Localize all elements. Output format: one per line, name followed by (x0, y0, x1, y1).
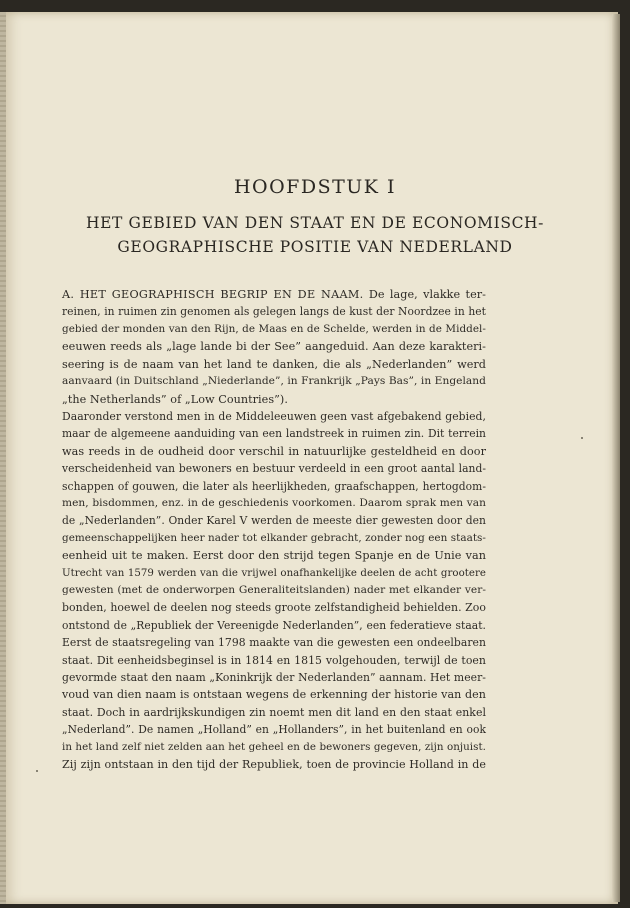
body-text-line: verscheidenheid van bewoners en bestuur verdeeld in een groot aantal land- (62, 462, 486, 475)
body-text-line: „the Netherlands” of „Low Countries”). (62, 393, 288, 406)
paper-speck (36, 770, 38, 772)
body-text-line: men, bisdommen, enz. in de geschiedenis voorkomen. Daarom sprak men van (62, 497, 486, 509)
body-text-line-1 (62, 286, 486, 303)
body-text-line: Zij zijn ontstaan in den tijd der Republiek, toen de provincie Holland in de (62, 758, 486, 771)
body-text-line: schappen of gouwen, die later als heerlijkheden, graafschappen, hertogdom- (62, 480, 486, 493)
body-text-line: aanvaard (in Duitschland „Niederlande”, in Frankrijk „Pays Bas”, in Engeland (62, 375, 486, 387)
chapter-title-line-1: HET GEBIED VAN DEN STAAT EN DE ECONOMISCH- (86, 214, 544, 232)
body-text-line: gemeenschappelijken heer nader tot elkander gebracht, zonder nog een staats- (62, 532, 486, 544)
body-text-line: staat. Doch in aardrijkskundigen zin noemt men dit land en den staat enkel (62, 706, 486, 719)
body-text-line: voud van dien naam is ontstaan wegens de erkenning der historie van den (62, 688, 486, 701)
body-text-line: „Nederland”. De namen „Holland” en „Hollanders”, in het buitenland en ook (62, 723, 486, 736)
paper-speck (581, 437, 583, 439)
body-text-line: maar de algemeene aanduiding van een landstreek in ruimen zin. Dit terrein (62, 427, 486, 440)
page-stack-edge (612, 14, 620, 902)
chapter-title-line-2: GEOGRAPHISCHE POSITIE VAN NEDERLAND (117, 238, 513, 256)
chapter-heading: HOOFDSTUK I (233, 176, 397, 198)
section-label: A. HET GEOGRAPHISCH BEGRIP EN DE NAAM. (62, 288, 364, 301)
body-text-line: gevormde staat den naam „Koninkrijk der Nederlanden” aannam. Het meer- (62, 671, 486, 684)
body-text-line: Daaronder verstond men in de Middeleeuwen geen vast afgebakend gebied, (62, 410, 486, 423)
body-text-line: was reeds in de oudheid door verschil in natuurlijke gesteldheid en door (62, 445, 486, 458)
body-text-line: eeuwen reeds als „lage lande bi der See” aangeduid. Aan deze karakteri- (62, 340, 486, 353)
body-text-line: gewesten (met de onderworpen Generaliteitslanden) nader met elkander ver- (62, 584, 486, 596)
body-text-line: Eerst de staatsregeling van 1798 maakte van die gewesten een ondeelbaren (62, 636, 486, 649)
body-text-line: seering is de naam van het land te danken, die als „Nederlanden” werd (62, 358, 486, 371)
body-text-line: ontstond de „Republiek der Vereenigde Nederlanden”, een federatieve staat. (62, 619, 486, 632)
body-text-line: in het land zelf niet zelden aan het geheel en de bewoners gegeven, zijn onjuist. (62, 741, 486, 753)
body-text-line: eenheid uit te maken. Eerst door den strijd tegen Spanje en de Unie van (62, 549, 486, 562)
body-text-line: bonden, hoewel de deelen nog steeds groote zelfstandigheid behielden. Zoo (62, 601, 486, 614)
body-text-line: Utrecht van 1579 werden van die vrijwel onafhankelijke deelen de acht grootere (62, 568, 486, 579)
body-text-line: gebied der monden van den Rijn, de Maas en de Schelde, werden in de Middel- (62, 323, 486, 335)
section-first-line-rest: De lage, vlakke ter- (363, 288, 486, 301)
body-text-line: reinen, in ruimen zin genomen als gelegen langs de kust der Noordzee in het (62, 305, 486, 318)
body-text-line: staat. Dit eenheidsbeginsel is in 1814 en 1815 volgehouden, terwijl de toen (62, 654, 486, 667)
body-text-line: de „Nederlanden”. Onder Karel V werden de meeste dier gewesten door den (62, 514, 486, 527)
